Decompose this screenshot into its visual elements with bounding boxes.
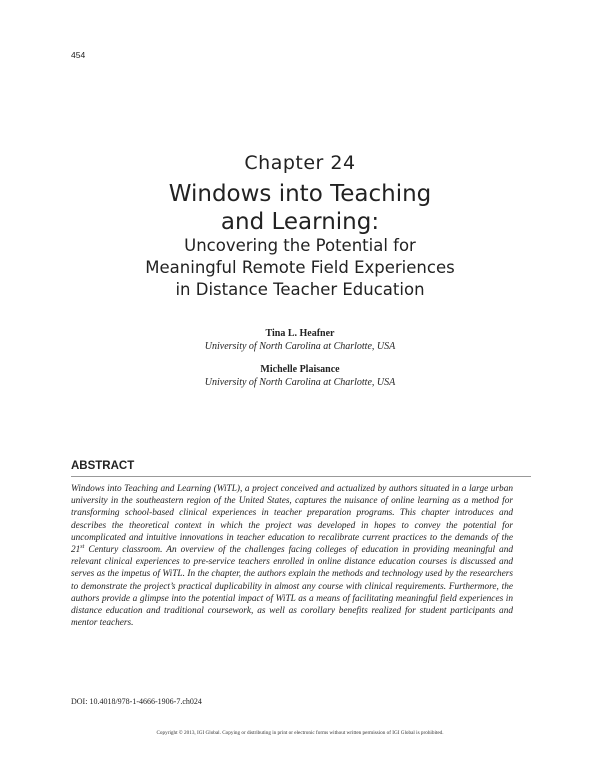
chapter-title-line-2: and Learning: (220, 209, 380, 235)
author-affiliation: University of North Carolina at Charlotte, USA (204, 341, 396, 352)
author-block (0, 327, 600, 353)
author-block (0, 363, 600, 389)
abstract-text-part-2: Century classroom. An overview of the challenges facing colleges of education in providing meaningful and relevant clinical experiences to pre-service teachers enrolled in online distance education courses is discussed and serves as the impetus of WiTL. In the chapter, the authors explain the methods and technology used by the researchers to demonstrate the project’s practical duplicability in almost any course with clinical requirements. Furthermore, the authors provide a glimpse into the potential impact of WiTL as a means of facilitating meaningful field experiences in distance education and traditional coursework, as well as corollary benefits realized for student participants and mentor teachers. (71, 545, 513, 629)
author-name: Michelle Plaisance (260, 364, 340, 375)
abstract-text (71, 483, 513, 629)
abstract-text-part-1: Windows into Teaching and Learning (WiTL), a project conceived and actualized by authors situated in a large urban university in the southeastern region of the United States, captures the nuisance of online learning as a method for transforming school-based clinical experiences in teacher preparation programs. This chapter introduces and describes the theoretical context in which the project was developed in hopes to convey the potential for uncomplicated and intuitive innovations in teacher education to recalibrate current practices to the demands of the 21 (71, 484, 513, 556)
abstract-superscript: st (80, 543, 85, 550)
chapter-title-line-1: Windows into Teaching (168, 181, 432, 207)
doi: DOI: 10.4018/978-1-4666-1906-7.ch024 (71, 697, 202, 706)
author-name: Tina L. Heafner (265, 328, 335, 339)
chapter-subtitle-line-1: Uncovering the Potential for (184, 236, 416, 255)
chapter-subtitle (0, 235, 600, 301)
abstract-divider (71, 476, 531, 477)
chapter-label: Chapter 24 (244, 152, 356, 174)
abstract-heading: ABSTRACT (71, 460, 135, 472)
copyright-notice: Copyright © 2013, IGI Global. Copying or distributing in print or electronic forms without written permission of IGI Global is prohibited. (156, 730, 444, 736)
chapter-subtitle-line-3: in Distance Teacher Education (175, 280, 425, 299)
page-number: 454 (71, 50, 86, 60)
author-affiliation: University of North Carolina at Charlotte, USA (204, 377, 396, 388)
chapter-title (0, 180, 600, 236)
chapter-subtitle-line-2: Meaningful Remote Field Experiences (145, 258, 455, 277)
